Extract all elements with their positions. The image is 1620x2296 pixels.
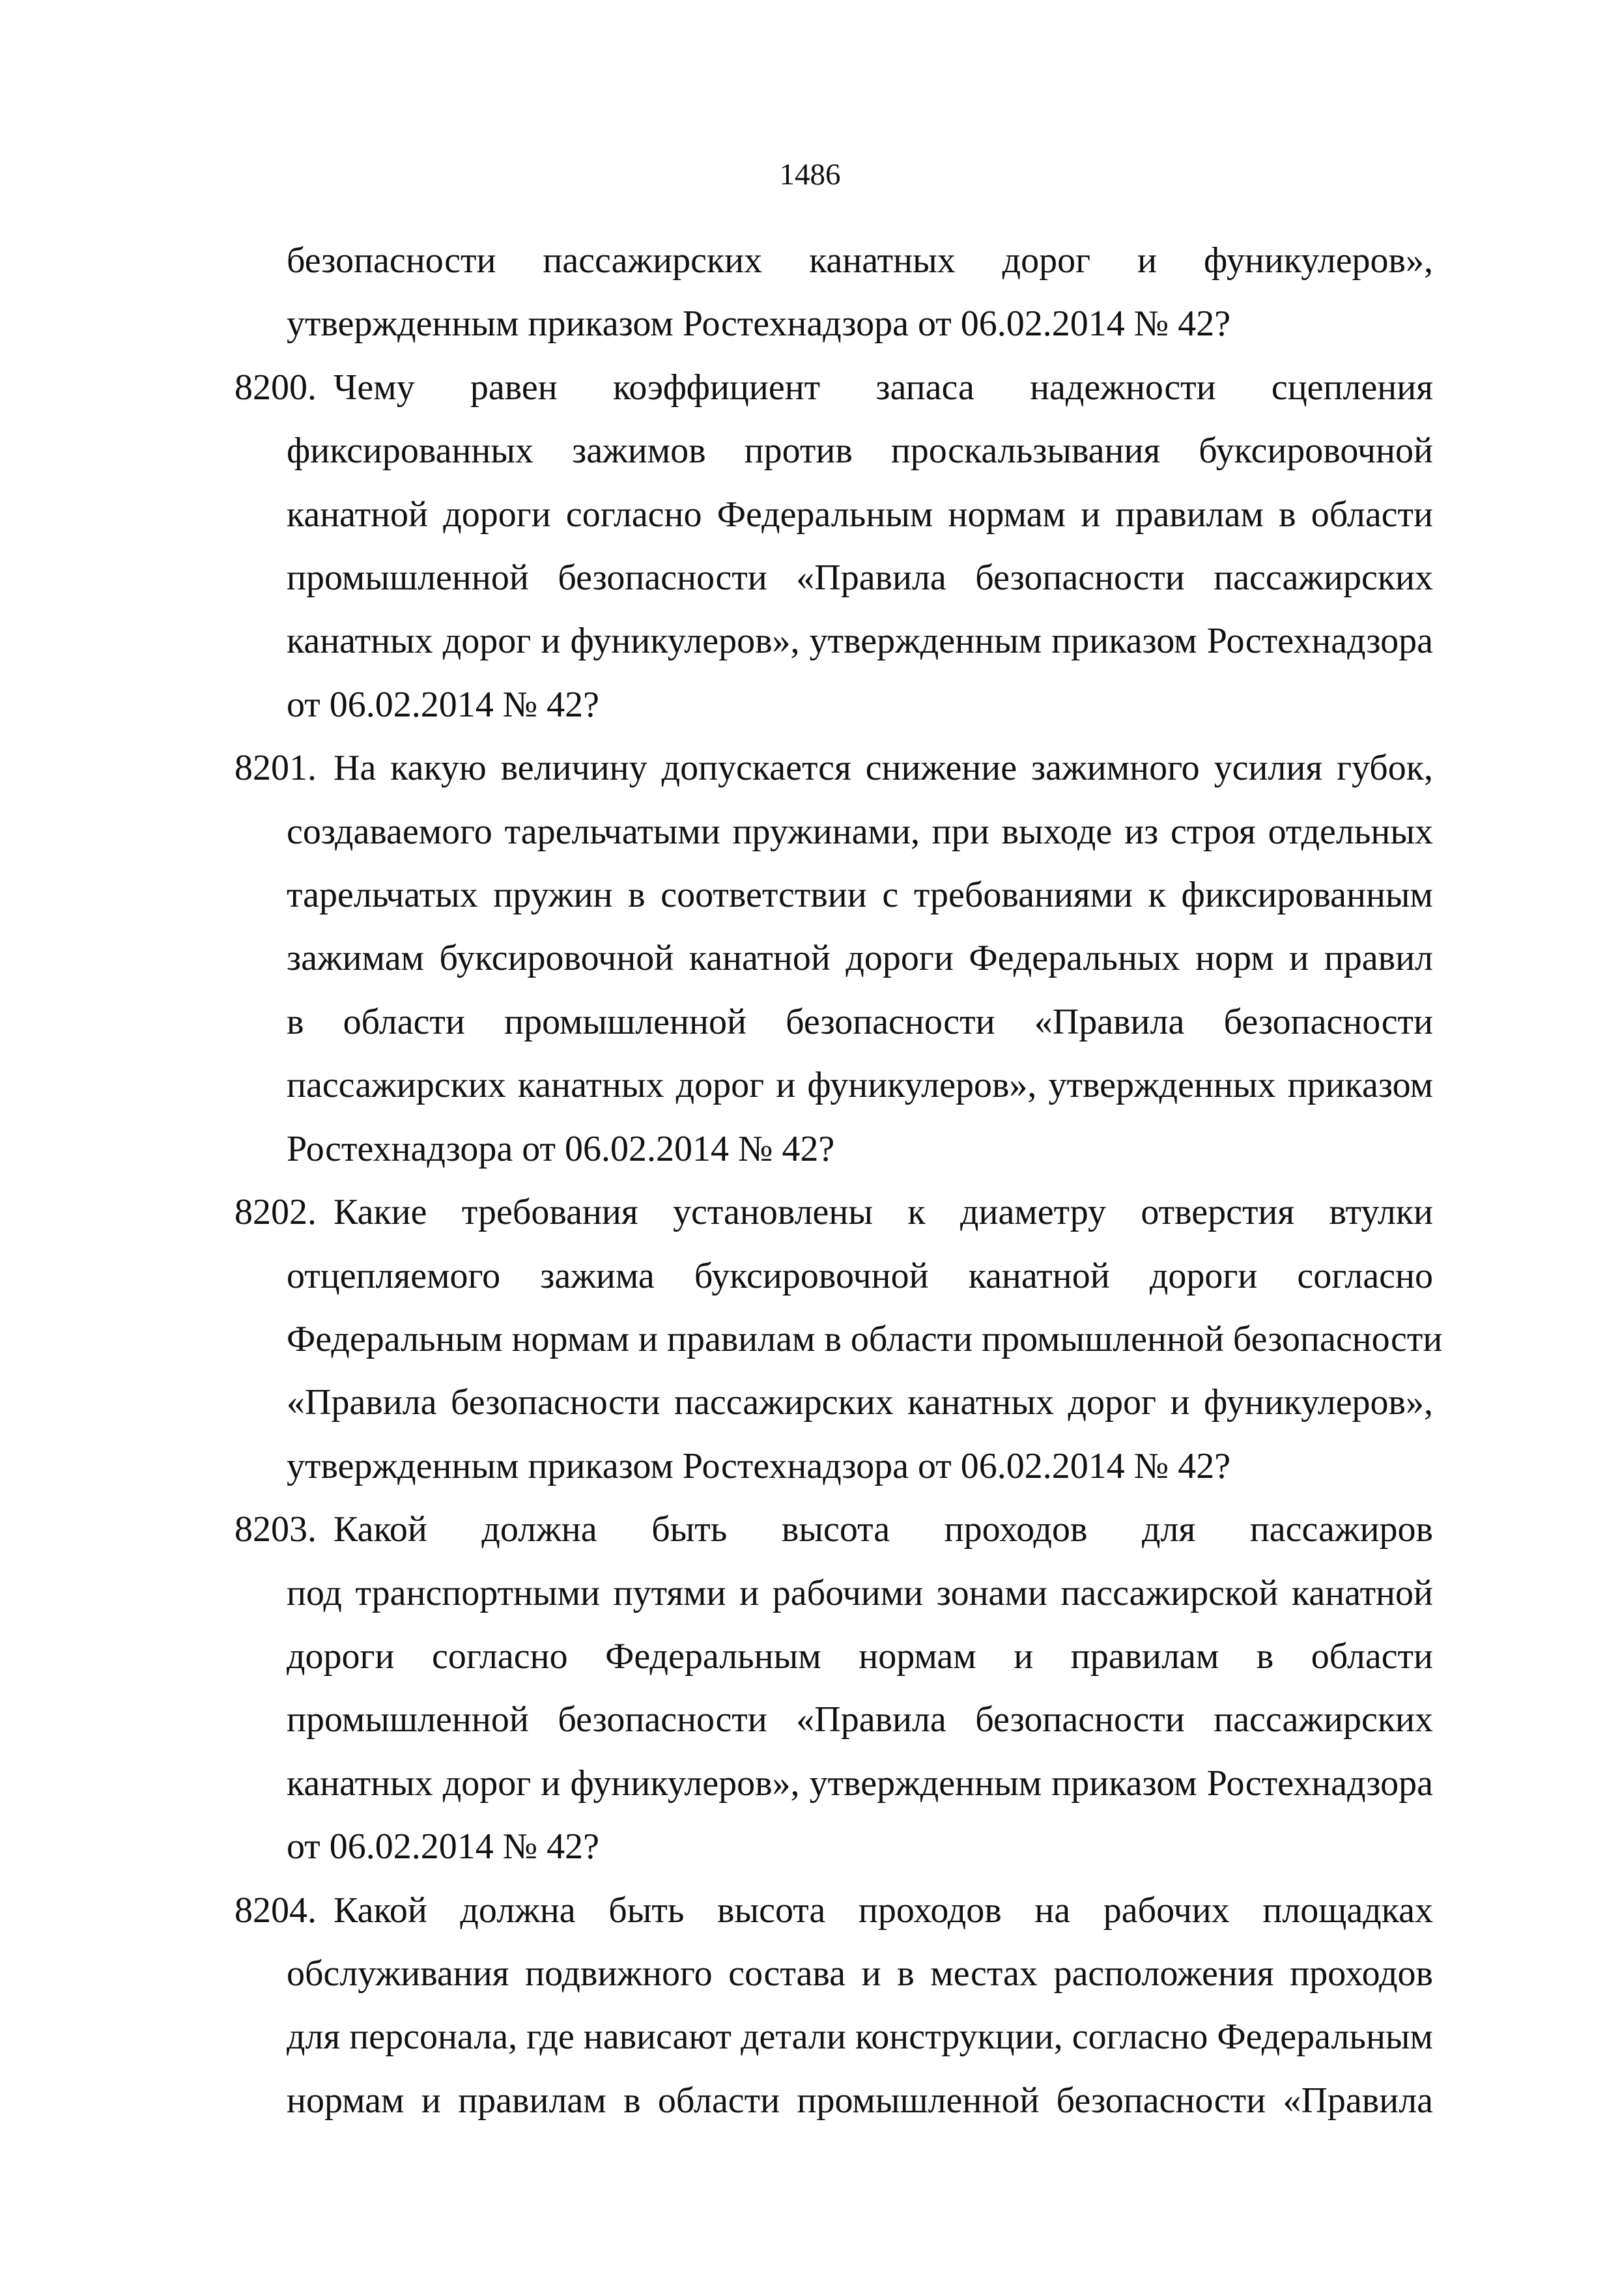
text-line: канатных дорог и фуникулеров», утвержденным приказом Ростехнадзора <box>287 1763 1433 1804</box>
page-number: 1486 <box>779 158 841 191</box>
text-line: Какой должна быть высота проходов для пассажиров <box>334 1509 1433 1550</box>
text-line: от 06.02.2014 № 42? <box>287 1826 600 1867</box>
text-line: обслуживания подвижного состава и в местах расположения проходов <box>287 1953 1433 1994</box>
text-line: Федеральным нормам и правилам в области промышленной безопасности <box>287 1318 1443 1359</box>
text-line: безопасности пассажирских канатных дорог и фуникулеров», <box>287 240 1433 281</box>
question-number: 8201. <box>234 748 317 789</box>
text-line: для персонала, где нависают детали конструкции, согласно Федеральным <box>287 2017 1433 2058</box>
text-line: в области промышленной безопасности «Правила безопасности <box>287 1001 1433 1042</box>
text-line: промышленной безопасности «Правила безопасности пассажирских <box>287 558 1433 599</box>
text-line: промышленной безопасности «Правила безопасности пассажирских <box>287 1699 1433 1740</box>
text-line: Какие требования установлены к диаметру отверстия втулки <box>334 1192 1433 1233</box>
text-line: отцепляемого зажима буксировочной канатной дороги согласно <box>287 1255 1433 1296</box>
text-line: пассажирских канатных дорог и фуникулеров», утвержденных приказом <box>287 1065 1433 1106</box>
question-item-8202 <box>234 1181 1443 1498</box>
text-line: под транспортными путями и рабочими зонами пассажирской канатной <box>287 1572 1433 1613</box>
text-line: канатной дороги согласно Федеральным нормам и правилам в области <box>287 494 1433 535</box>
text-line: утвержденным приказом Ростехнадзора от 06.02.2014 № 42? <box>287 1445 1231 1486</box>
text-line: Чему равен коэффициент запаса надежности сцепления <box>334 367 1433 408</box>
text-line: канатных дорог и фуникулеров», утвержденным приказом Ростехнадзора <box>287 621 1433 662</box>
text-line: Ростехнадзора от 06.02.2014 № 42? <box>287 1128 835 1169</box>
text-line: Какой должна быть высота проходов на рабочих площадках <box>334 1890 1433 1931</box>
text-line: фиксированных зажимов против проскальзывания буксировочной <box>287 431 1433 472</box>
question-item-8203 <box>234 1498 1433 1878</box>
text-line: тарельчатых пружин в соответствии с требованиями к фиксированным <box>287 875 1433 916</box>
text-line: утвержденным приказом Ростехнадзора от 06.02.2014 № 42? <box>287 304 1231 345</box>
question-number: 8200. <box>234 367 317 408</box>
question-number: 8204. <box>234 1890 317 1931</box>
text-line: создаваемого тарельчатыми пружинами, при выходе из строя отдельных <box>287 811 1433 852</box>
question-item-8200 <box>234 356 1433 737</box>
text-line: «Правила безопасности пассажирских канатных дорог и фуникулеров», <box>287 1382 1433 1423</box>
question-number: 8202. <box>234 1192 317 1233</box>
question-list <box>234 229 1443 2133</box>
question-item-8204 <box>234 1879 1433 2133</box>
question-number: 8203. <box>234 1509 317 1550</box>
text-line: нормам и правилам в области промышленной безопасности «Правила <box>287 2080 1433 2121</box>
text-line: дороги согласно Федеральным нормам и правилам в области <box>287 1636 1433 1677</box>
text-line: от 06.02.2014 № 42? <box>287 684 600 725</box>
question-item-8201 <box>234 737 1433 1181</box>
text-line: На какую величину допускается снижение зажимного усилия губок, <box>334 748 1433 789</box>
text-line: зажимам буксировочной канатной дороги Федеральных норм и правил <box>287 938 1433 979</box>
question-item-continuation <box>287 229 1433 356</box>
